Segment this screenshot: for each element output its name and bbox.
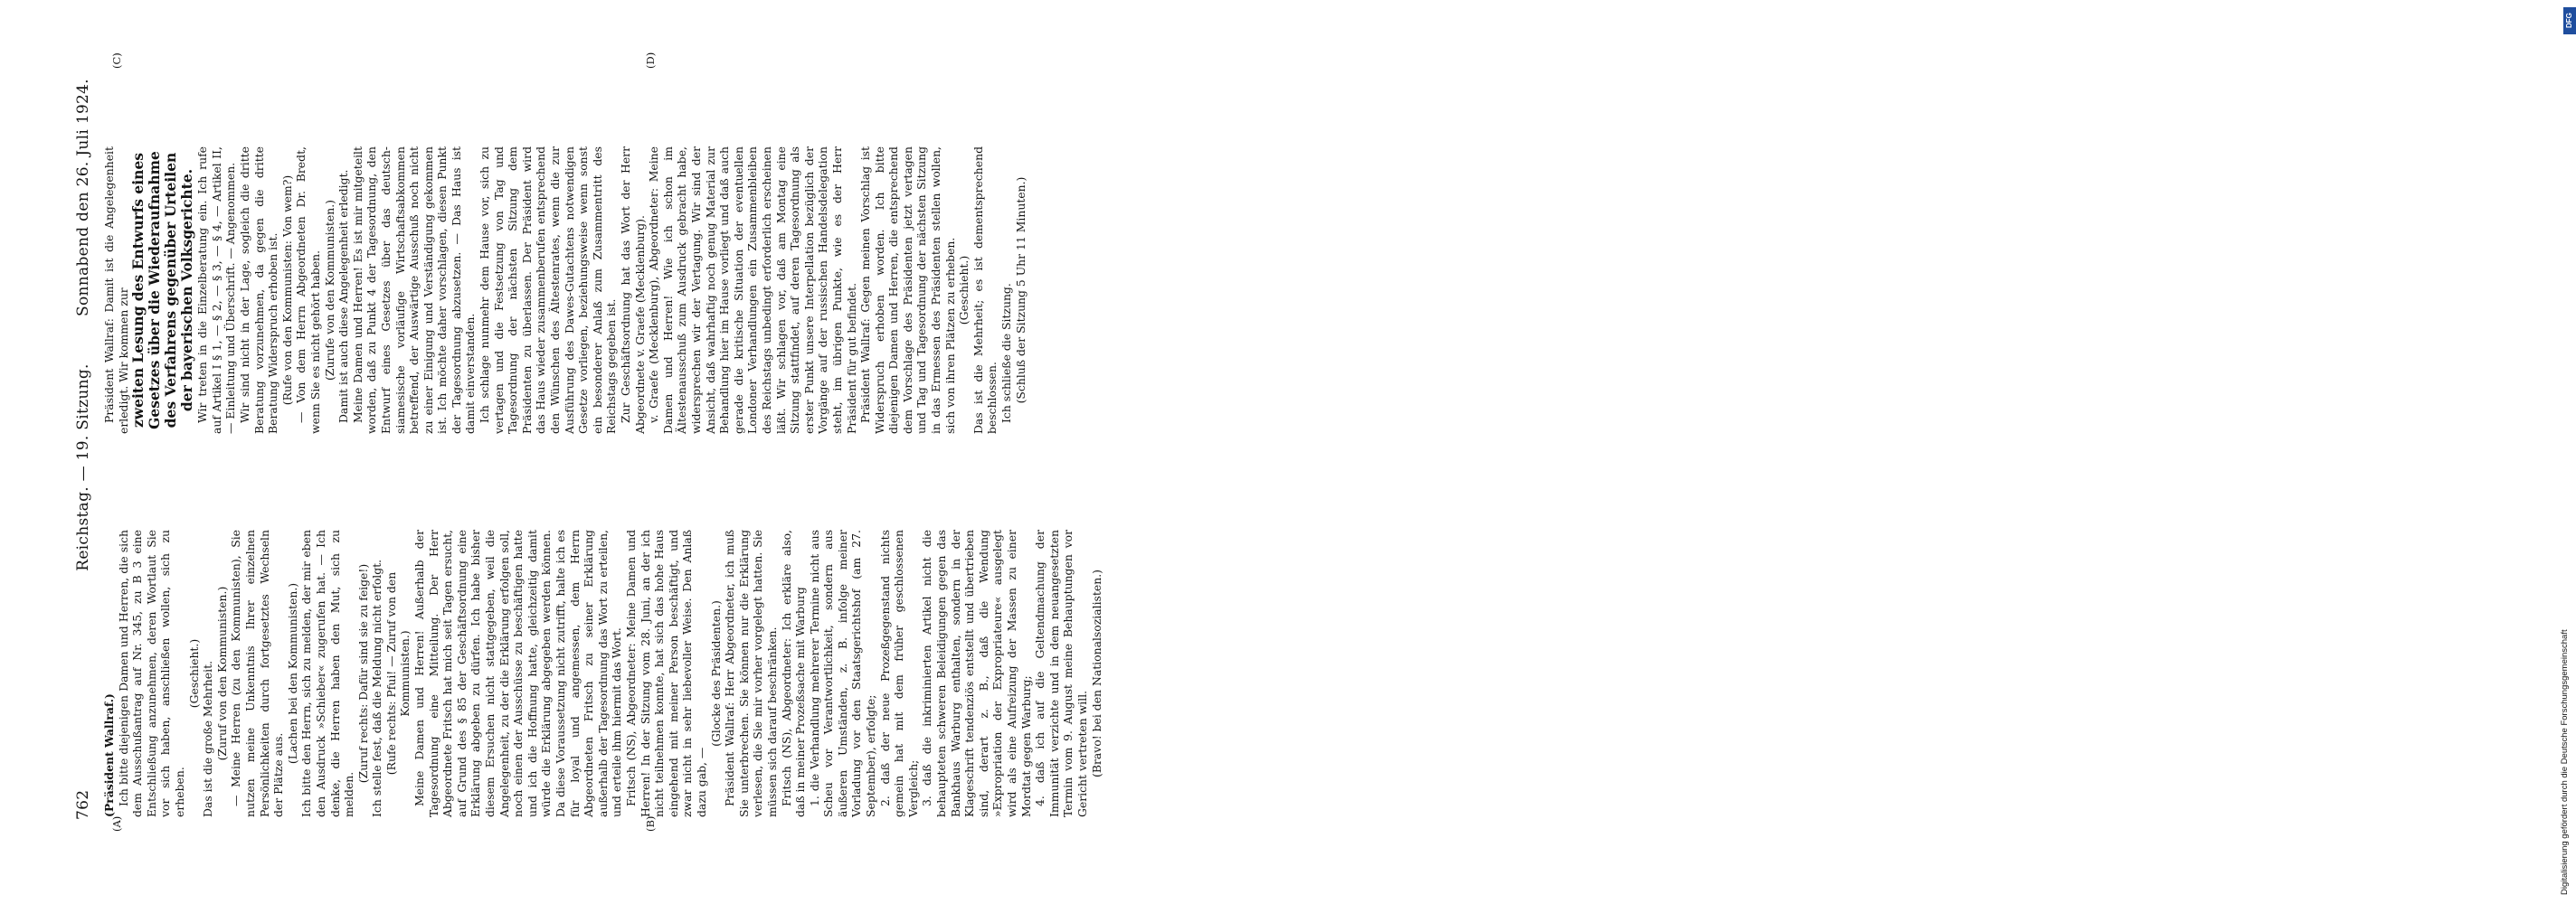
interjection: (Lachen bei den Kommunisten.) xyxy=(285,582,299,765)
interjection: (Glocke des Präsidenten.) xyxy=(708,600,723,747)
list-item: 2. daß der neue Prozeßgegenstand nichts gemein hat mit dem früher geschlossenen Vergleich; xyxy=(877,530,920,817)
paragraph: — Meine Herren (zu den Kommunisten), Sie nutzen meine Unkenntnis Ihrer einzelnen Persönlichkeiten durch fortgesetztes Wechseln der Plätze aus. xyxy=(229,530,286,817)
margin-mark-a: (A) xyxy=(110,815,123,832)
margin-mark-b: (B) xyxy=(644,815,657,832)
interjection: (Zuruf von den Kommunisten.) xyxy=(214,586,229,761)
interjection: (Zurufe von den Kommunisten.) xyxy=(322,200,336,381)
paragraph: Ich schlage nunmehr dem Hause vor, sich zu vertagen und die Festsetzung von Tag und Tagesordnung der nächsten Sitzung dem Präsidenten zu überlassen. Der Präsident wird das Haus wieder zusammenberufen entsprechend den Wünschen des Ältestenrates, wenn die zur Ausführung des Dawes-Gutachtens notwendigen Gesetze vorliegen, beziehungsweise wenn sonst ein besonderer Anlaß zum Zusammentritt des Reichstags gegeben ist. xyxy=(478,146,619,434)
right-column xyxy=(102,146,1028,434)
scan-credit-text: Digitalisierung gefördert durch die Deutsche Forschungsgemeinschaft xyxy=(2560,629,2570,895)
paragraph: Meine Damen und Herren! Außerhalb der Tagesordnung eine Mitteilung. Der Herr Abgeordnete Fritsch hat mich seit Tagen ersucht, auf Grund des § 85 der Geschäftsordnung eine Erklärung abgeben zu dürfen. Ich habe bisher diesem Ersuchen nicht stattgegeben, weil die Angelegenheit, zu der die Erklärung erfolgen soll, noch einen der Ausschüsse zu beschäftigen hatte und ich die Hoffnung hatte, gleichzeitig damit würde die Erklärung abgegeben werden können. Da diese Voraussetzung nicht zutrifft, halte ich es für loyal und angemessen, dem Herrn Abgeordneten Fritsch zu seiner Erklärung außerhalb der Tagesordnung das Wort zu erteilen, und erteile ihm hiermit das Wort. xyxy=(412,530,624,817)
speech-fritsch: Fritsch (NS), Abgeordneter: Meine Damen und Herren! In der Sitzung vom 28. Juni, an der ich nicht teilnehmen konnte, hat sich das hohe Haus eingehend mit meiner Person beschäftigt, und zwar nicht in sehr liebevoller Weise. Den Anlaß dazu gab, — xyxy=(623,530,708,817)
interjection: (Bravo! bei den Nationalsozialisten.) xyxy=(1089,570,1103,777)
paragraph: Das ist die große Mehrheit. xyxy=(201,660,215,817)
left-column xyxy=(102,530,1103,817)
margin-mark-c: (C) xyxy=(110,52,123,69)
paragraph: Zur Geschäftsordnung hat das Wort der Herr Abgeordnete v. Graefe (Mecklenburg). xyxy=(619,146,647,434)
interjection: (Zuruf rechts: Dafür sind sie zu feige!) xyxy=(355,563,370,784)
paragraph: — Von dem Herrn Abgeordneten Dr. Bredt, wenn Sie es nicht gehört haben. xyxy=(294,146,322,434)
dfg-logo: DFG xyxy=(2563,7,2576,34)
paragraph: Meine Damen und Herren! Es ist mir mitgeteilt worden, daß zu Punkt 4 der Tagesordnung, den Entwurf eines Gesetzes über das deutsch-siamesische vorläufige Wirtschaftsabkommen betreffend, der Auswärtige Ausschuß noch nicht zu einer Einigung und Verständigung gekommen ist. Ich möchte daher vorschlagen, diesen Punkt der Tagesordnung abzusetzen. — Das Haus ist damit einverstanden. xyxy=(350,146,478,434)
paragraph: Ich bitte den Herrn, sich zu melden, der mir eben den Ausdruck »Schieber« zugerufen hat. — Ich denke, die Herren haben den Mut, sich zu melden. xyxy=(299,530,356,817)
paragraph: Ich bitte diejenigen Damen und Herren, die sich dem Ausschußantrag auf Nr. 345, zu B 3 eine Entschließung anzunehmen, deren Wortlaut Sie vor sich haben, anschließen wollen, sich zu erheben. xyxy=(116,530,186,817)
interjection: (Rufe rechts: Pfui! — Zuruf von den Kommunisten.) xyxy=(384,571,412,776)
interjection: (Geschieht.) xyxy=(957,255,971,325)
scan-credit-bar xyxy=(1281,0,2573,904)
header-date: Sonnabend den 26. Juli 1924. xyxy=(74,79,92,316)
interjection: (Rufe von den Kommunisten: Von wem?) xyxy=(279,174,294,406)
list-item: 1. die Verhandlung mehrerer Termine nicht aus Scheu vor Verantwortlichkeit, sondern aus äußeren Umständen, z. B. infolge meiner Vorladung vor den Staatsgerichtshof (am 27. September), erfolgte; xyxy=(807,530,878,817)
header-title: Reichstag. — 19. Sitzung. xyxy=(74,363,92,571)
list-item: 3. daß die inkriminierten Artikel nicht die behaupteten schweren Beleidigungen gegen das Bankhaus Warburg enthalten, sondern in der Klageschrift tendenziös entstellt und übertrieben sind, derart z. B., daß die Wendung »Expropriation der Expropriateure« ausgelegt wird als eine Aufreizung der Massen zu einer Mordtat gegen Warburg; xyxy=(920,530,1033,817)
paragraph: Das ist die Mehrheit; es ist dementsprechend beschlossen. xyxy=(971,146,999,434)
list-item: 4. daß ich auf die Geltendmachung der Immunität verzichte und in dem neuangesetzten Termin vom 9. August meine Behauptungen vor Gericht vertreten will. xyxy=(1033,530,1089,817)
speech-graefe: v. Graefe (Mecklenburg), Abgeordneter: Meine Damen und Herren! Wie ich schon im Ältestenausschuß zum Ausdruck gebracht habe, widersprechen wir der Vertagung. Wir sind der Ansicht, daß wahrhaftig noch genug Material zur Behandlung hier im Hause vorliegt und daß auch gerade die kritische Situation der eventuellen Londoner Verhandlungen ein Zusammenbleiben des Reichstags unbedingt erforderlich erscheinen läßt. Wir schlagen vor, daß am Montag eine Sitzung stattfindet, auf deren Tagesordnung als erster Punkt unsere Interpellation bezüglich der Vorgänge auf der russischen Handelsdelegation steht, im übrigen Punkte, wie es der Herr Präsident für gut befindet. xyxy=(647,146,858,434)
page-number: 762 xyxy=(74,789,92,820)
paragraph: Wir sind nicht in der Lage, sogleich die dritte Beratung vorzunehmen, da gegen die dritte Beratung Widerspruch erhoben ist. xyxy=(237,146,280,434)
speech-president: Präsident Wallraf: Gegen meinen Vorschlag ist Widerspruch erhoben worden. Ich bitte diejenigen Damen und Herren, die entsprechend dem Vorschlage des Präsidenten jetzt vertagen und Tag und Tagesordnung der nächsten Sitzung in das Ermessen des Präsidenten stellen wollen, sich von ihren Plätzen zu erheben. xyxy=(858,146,957,434)
agenda-heading: zweiten Lesung des Entwurfs eines Gesetzes über die Wiederaufnahme des Verfahrens gegenüber Urteilen der bayerischen Volksgerichte. xyxy=(129,151,196,429)
page-header xyxy=(74,79,96,820)
interjection: (Geschieht.) xyxy=(186,638,201,709)
speech-fritsch: Fritsch (NS), Abgeordneter: Ich erkläre also, daß in meiner Prozeßsache mit Warburg xyxy=(779,530,808,817)
margin-mark-d: (D) xyxy=(644,52,657,69)
speech-president: Präsident Wallraf: Herr Abgeordneter, ich muß Sie unterbrechen. Sie können nur die Erklärung verlesen, die Sie mir vorher vorgelegt hatten. Sie müssen sich darauf beschränken. xyxy=(723,530,779,817)
paragraph: Ich stelle fest, daß die Meldung nicht erfolgt. xyxy=(370,559,384,817)
paragraph: Damit ist auch diese Angelegenheit erledigt. xyxy=(336,169,351,423)
paragraph: Wir treten in die Einzelberatung ein. Ich rufe auf Artikel I § 1, — § 2, — § 3, — § 4, — Artikel II, — Einleitung und Überschrift. — Angenommen. xyxy=(195,146,238,434)
speaker-line: (Präsident Wallraf.) xyxy=(102,693,116,817)
speech-president: Präsident Wallraf: Damit ist die Angelegenheit erledigt. Wir kommen zur xyxy=(102,146,130,434)
closing-note: (Schluß der Sitzung 5 Uhr 11 Minuten.) xyxy=(1013,176,1028,404)
paragraph: Ich schließe die Sitzung. xyxy=(999,283,1014,423)
